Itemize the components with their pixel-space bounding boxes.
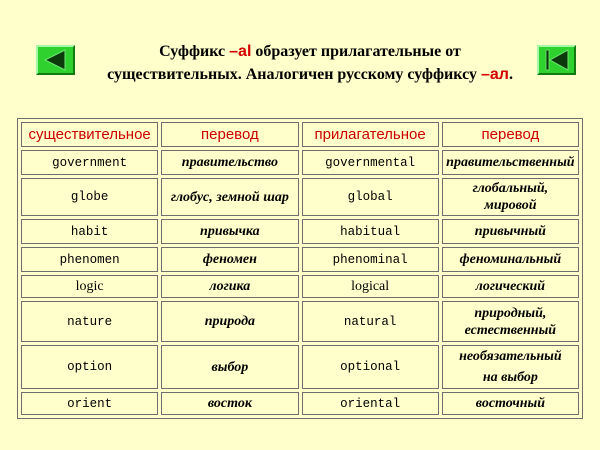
russian-suffix: –ал [480,66,509,83]
adjective-cell: global [302,178,439,216]
header-row [21,122,579,147]
title-line2-text-end: . [508,66,513,83]
adjective-cell: habitual [302,219,439,244]
slide-title [80,40,540,86]
table-row [21,275,579,298]
adjective-translation-cell: привычный [442,219,579,244]
noun-translation-cell: природа [161,301,298,342]
noun-cell: phenomen [21,247,158,272]
adjective-cell: optional [302,345,439,389]
noun-cell: habit [21,219,158,244]
noun-cell: globe [21,178,158,216]
noun-translation-cell: восток [161,392,298,415]
adjective-translation-cell: природный, естественный [442,301,579,342]
noun-cell: orient [21,392,158,415]
adjective-cell: governmental [302,150,439,175]
english-suffix: –al [229,43,252,60]
title-line1-text-end: образует прилагательные от [251,43,461,60]
adjective-cell: oriental [302,392,439,415]
table-row [21,150,579,175]
table-row [21,247,579,272]
beginning-button[interactable] [537,45,576,75]
table-row [21,392,579,415]
noun-translation-cell: правительство [161,150,298,175]
table-row [21,219,579,244]
adjective-cell: phenominal [302,247,439,272]
adjective-translation-cell: глобальный, мировой [442,178,579,216]
noun-translation-cell: выбор [161,345,298,389]
adjective-translation-cell: восточный [442,392,579,415]
adjective-translation-cell: феноминальный [442,247,579,272]
title-line1-text: Суффикс [159,43,230,60]
noun-cell: option [21,345,158,389]
table-row [21,345,579,389]
column-header-adjective-translation: перевод [442,122,579,147]
table-row [21,178,579,216]
adjective-cell: natural [302,301,439,342]
title-line2-text: существительных. Аналогичен русскому суффиксу [107,66,481,83]
adjective-translation-cell: необязательный на выбор [442,345,579,389]
skip-to-start-icon [539,47,574,73]
adjective-translation-cell: правительственный [442,150,579,175]
noun-cell: logic [21,275,158,298]
noun-translation-cell: привычка [161,219,298,244]
back-button[interactable] [36,45,75,75]
noun-cell: nature [21,301,158,342]
vocabulary-table [17,118,583,419]
noun-translation-cell: логика [161,275,298,298]
adjective-translation-cell: логический [442,275,579,298]
column-header-noun-translation: перевод [161,122,298,147]
column-header-adjective: прилагательное [302,122,439,147]
column-header-noun: существительное [21,122,158,147]
noun-cell: government [21,150,158,175]
back-arrow-icon [38,47,73,73]
adjective-cell: logical [302,275,439,298]
noun-translation-cell: феномен [161,247,298,272]
table-row [21,301,579,342]
noun-translation-cell: глобус, земной шар [161,178,298,216]
